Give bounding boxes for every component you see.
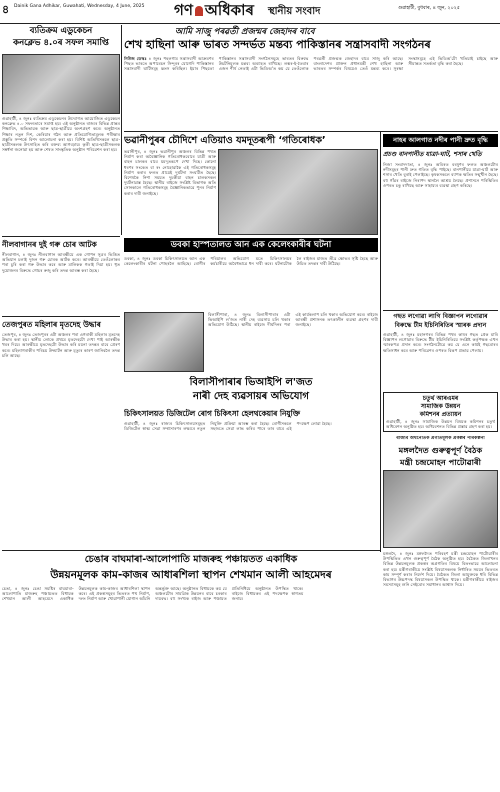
commission-box-body: গুৱাহাটী, ৪ জুনঃ সামাজিক উন্নয়ন বিষয়ক কমিশনৰ চতুৰ্থ অধিবেশন অনুষ্ঠিত হয়। অধিবেশনত বিভিন্ন প্ৰস্তাৱ গ্ৰহণ কৰা হয়। [386, 419, 495, 430]
left-top-headline-line1: ব্যতিক্ৰম এডুকেচন [29, 26, 93, 36]
col-rule-2 [380, 132, 381, 552]
tezpur-headline: তেজপুৰত মহিলাৰ মৃতদেহ উদ্ধাৰ [2, 320, 101, 329]
section-name: স্থানীয় সংবাদ [268, 6, 321, 17]
bilashipara-headline-line2: নাৰী দেহ ব্যৱসায়ৰ অভিযোগ [193, 391, 309, 402]
masthead [0, 0, 500, 24]
right-mid-headline [383, 312, 498, 330]
top-dateline: নিউজ ডেস্কঃ [124, 56, 147, 61]
commission-box-line2: সামাজিক উন্নয়ন [420, 403, 461, 410]
tezpur-body-cont [2, 414, 120, 546]
tezpur-body: তেজপুৰ, ৪ জুনঃ তেজপুৰৰ এটা অঞ্চলৰ পৰা এগৰাকী মহিলাৰ মৃতদেহ উদ্ধাৰ কৰা হয়। স্থানীয় লোকে প্ৰথমে মৃতদেহটো দেখা পাই আৰক্ষীক খবৰ দিয়ে। আৰক্ষীয়ে মৃতদেহটো উদ্ধাৰ কৰি ময়না তদন্তৰ বাবে প্ৰেৰণ কৰে। মহিলাগৰাকীৰ পৰিচয় উদ্ঘাটন আৰু মৃত্যুৰ কাৰণ জানিবলৈ তদন্ত চলি আছে। [2, 332, 120, 358]
neelbagan-headline: নীলবাগানৰ দুই গৰু চোৰ আটক [2, 240, 97, 249]
neelbagan-body: নীলবাগান, ৪ জুনঃ নীলবাগান আৰক্ষীয়ে এক গোপন সূত্ৰৰ ভিত্তিত অভিযান চলাই দুজন গৰু চোৰক আটক কৰে। আৰক্ষীয়ে তেওঁলোকৰ পৰা চুৰি কৰা গৰু উদ্ধাৰ কৰে আৰু মালিকক গতাই দিয়া হয়। ধৃত দুয়োজনৰ বিৰুদ্ধে গোচৰ ৰুজু কৰি তদন্ত আৰম্ভ কৰা হৈছে। [2, 252, 120, 273]
commission-box-line3: কমিশনৰ প্ৰত্যায়ন [419, 411, 462, 418]
page-number: ৪ [2, 3, 10, 16]
left-top-headline [2, 25, 120, 53]
commission-box [383, 392, 498, 432]
minister-photo [383, 470, 498, 548]
top-story-rule [124, 131, 498, 132]
bilashipara-body: বিলাসীপাৰা, ৪ জুনঃ বিলাসীপাৰাৰ এটা ভিআইপি ল'জত নাৰী দেহ ব্যৱসায় চলি থকাৰ অভিযোগ উঠিছে। স্থানীয় ৰাইজে দীৰ্ঘদিনৰ পৰা এই কাৰ্যকলাপ চলি থকাৰ অভিযোগ কৰে। ৰাইজে আৰক্ষী প্ৰশাসনক তৎকালীন ব্যৱস্থা গ্ৰহণৰ দাবী জনাইছে। [208, 312, 378, 328]
nalgas-headline: প্ৰচণ্ড বানপানীত যাত্ৰা-ঘাট, শসাৰ খেতি [383, 151, 482, 158]
left-top-headline-line2: কনক্লেভ ৪.০ৰ সফল সমাপ্তি [13, 38, 109, 48]
minister-kicker: ৰাজ্যৰ অৰ্থনৈতিক প্ৰগতিমূলক প্ৰকল্পৰ পৰিকল্পনা [396, 436, 485, 441]
bhawanipur-photo [218, 149, 378, 235]
commission-box-line1: চতুৰ্থ আৰএমৰ [422, 395, 459, 402]
bottom-body: চেঙা, ৪ জুনঃ চেঙা সমষ্টিৰ বাঘমাৰা-আলোপাতি মাজৰুহ পঞ্চায়তত বিধায়ক শেখমান আলী আহমেদে একাধিক উন্নয়নমূলক কাম-কাজৰ আধাৰশিলা স্থাপন কৰে। এই প্ৰকল্পসমূহৰ ভিতৰত পথ নিৰ্মাণ, দলং নিৰ্মাণ আৰু খোৱাপানী যোগান আঁচনি অন্তৰ্ভুক্ত আছে। অনুষ্ঠানত বিধায়কে কয় যে অঞ্চলটোৰ সামগ্ৰিক উন্নয়নৰ বাবে চৰকাৰ দায়বদ্ধ। বহু সংখ্যক ৰাইজ আৰু পঞ্চায়ত প্ৰতিনিধিয়ে অনুষ্ঠানত উপস্থিত থাকে। ৰাইজে বিধায়কৰ এই পদক্ষেপক স্বাগতম জনায়। [2, 586, 304, 602]
logo-title-left: গণ [174, 0, 193, 19]
edition-line: Dainik Gana Adhikar, Guwahati, Wednesday, 4 June, 2025 [14, 4, 145, 9]
right-rule-2 [383, 310, 498, 311]
left-top-photo [2, 54, 120, 114]
hospital-body: গুৱাহাটী, ৪ জুনঃ ৰাজ্যৰ চিকিৎসালয়সমূহত ডিজিটেল স্বাস্থ্য সেৱা সম্প্ৰসাৰণৰ লক্ষ্যৰে নতুন নিযুক্তি প্ৰক্ৰিয়া আৰম্ভ কৰা হৈছে। ৰোগীসকলে সহজতে সেৱা লাভ কৰিব পাৰে তাৰ বাবে এই পদক্ষেপ লোৱা হৈছে। [124, 421, 332, 432]
left-rule-2 [2, 236, 120, 237]
bhawanipur-body: ভৱানীপুৰ, ৪ জুনঃ ভৱানীপুৰ অঞ্চলৰ বিভিন্ন পথত নিৰ্মাণ কৰা অবৈজ্ঞানিক গতিৰোধকবোৰে যাত্ৰী আৰু বাহন চালকৰ বাবে যমদূতৰূপে দেখা দিছে। কোনো ধৰণৰ সংকেত বা ৰং নোহোৱাকৈ এই গতিৰোধকসমূহ নিৰ্মাণ কৰাৰ ফলত প্ৰায়েই দুৰ্ঘটনা সংঘটিত হৈছে। বিশেষকৈ নিশা সময়ত দুচকীয়া বাহন চালকসকল দুৰ্ঘটনাগ্ৰস্ত হৈছে। স্থানীয় ৰাইজে সংশ্লিষ্ট বিভাগক অতি সোনকালে গতিৰোধকসমূহ বৈজ্ঞানিকভাৱে পুনৰ নিৰ্মাণ কৰাৰ দাবী জনাইছে। [124, 149, 216, 196]
bilashipara-photo [124, 312, 204, 372]
dabka-body: ডবকা, ৪ জুনঃ ডবকা চিকিৎসালয়ত আন এক কেলেংকাৰীৰ ঘটনা পোহৰলৈ আহিছে। ৰোগীৰ পৰিয়ালৰ অভিযোগ মতে চিকিৎসালয়ৰ কৰ্মচাৰীয়ে অবৈধভাৱে ধন দাবী কৰে। ঘটনাটোক লৈ ৰাইজৰ মাজত তীব্ৰ ক্ষোভৰ সৃষ্টি হৈছে আৰু উচিত তদন্তৰ দাবী উঠিছে। [124, 256, 378, 267]
right-mid-body: গুৱাহাটী, ৪ জুনঃ মহানগৰৰ বিভিন্ন পথৰ কাষৰ গছত প্ৰেক মাৰি বিজ্ঞাপন লগোৱাৰ বিৰুদ্ধে টীম ইচিনিৰিতিয়ে সংশ্লিষ্ট কৰ্তৃপক্ষক এখন স্মাৰকপত্ৰ প্ৰদান কৰে। সংগঠনটোৱে কয় যে এনে কাৰ্যই গছবোৰৰ ক্ষতিসাধন কৰে আৰু পৰিৱেশৰ ওপৰত বিৰূপ প্ৰভাৱ পেলায়। [383, 332, 498, 353]
logo-title-right: অধিকাৰ [204, 0, 254, 19]
left-rule-3 [2, 316, 120, 317]
minister-headline-line2: মন্ত্ৰী চন্দ্ৰমোহন পাটোৱাৰী [400, 457, 481, 467]
top-body [124, 56, 498, 130]
top-kicker: আমি সাজু পৰৱৰ্তী প্ৰজন্মৰ জেহাদৰ বাবে [175, 27, 315, 37]
minister-headline [383, 444, 498, 468]
minister-headline-line1: মঙ্গলদৈত গুৰুত্বপূৰ্ণ বৈঠক [398, 445, 483, 455]
minister-body: মঙ্গলদৈ, ৪ জুনঃ মঙ্গলদৈত পৰিবহণ মন্ত্ৰী চন্দ্ৰমোহন পাটোৱাৰীৰ উপস্থিতিত এখন গুৰুত্বপূৰ্ণ বৈঠক অনুষ্ঠিত হয়। বৈঠকত জিলাখনৰ বিভিন্ন উন্নয়নমূলক প্ৰকল্পৰ অগ্ৰগতিৰ বিষয়ে বিতংভাৱে আলোচনা কৰা হয়। মন্ত্ৰীগৰাকীয়ে সংশ্লিষ্ট বিষয়াসকলক নিৰ্ধাৰিত সময়ৰ ভিতৰত কাম সম্পূৰ্ণ কৰাৰ নিৰ্দেশ দিয়ে। বৈঠকত জিলা আয়ুক্তকে ধৰি বিভিন্ন বিভাগৰ উচ্চপদস্থ বিষয়াসকল উপস্থিত থাকে। মন্ত্ৰীগৰাকীয়ে ৰাইজৰ সমস্যাসমূহ শুনি সেইবোৰ সমাধানৰ আশ্বাস দিয়ে। [383, 551, 498, 588]
masthead-rule [0, 23, 500, 24]
bhawanipur-headline: ভৱানীপুৰৰ চৌদিশে এতিয়াও যমদূতৰূপী ‘গতিৰোধক’ [124, 135, 326, 146]
top-body-text: ৪ জুনঃ পহলগাম সন্ত্ৰাসবাদী আক্ৰমণৰ পিছত ভাৰতে অপাৰেচন সিন্দূৰৰ যোগেদি পাকিস্তানৰ সন্ত্ৰাসবাদী ঘাটিসমূহ ধ্বংস কৰিছিল। ইয়াৰ পিছতো পাকিস্তানৰ সন্ত্ৰাসবাদী সংগঠনসমূহে ভাৰতৰ বিৰুদ্ধে উচটনিমূলক মন্তব্য অব্যাহত ৰাখিছে। লস্কৰ-ই-তৈবাৰ এজন শীৰ্ষ নেতাই এটা ভিডিঅ'ত কয় যে তেওঁলোক পৰৱৰ্তী প্ৰজন্মক জেহাদৰ বাবে সাজু কৰি আছে। বাংলাদেশৰ প্ৰাক্তন প্ৰধানমন্ত্ৰী শেখ হাছিনা আৰু ভাৰতৰ সম্পৰ্কৰ বিষয়েও তেওঁ মন্তব্য কৰে। সুৰক্ষা সংস্থাসমূহে এই ভিডিঅ'টো খতিয়াই চাইছে আৰু সীমান্তত সতৰ্কতা বৃদ্ধি কৰা হৈছে। [124, 56, 498, 72]
right-mid-headline-line2: বিৰুদ্ধে টীম ইচিনিৰিতিৰ স্মাৰক প্ৰদান [394, 322, 487, 329]
nalgas-body: নিজা সংবাদদাতা, ৪ জুনঃ অবিৰত বৰষুণৰ ফলত অঞ্চলটোৰ নদীসমূহৰ পানী দ্ৰুত গতিত বৃদ্ধি পাইছে। বানপানীয়ে যাত্ৰা-ঘাট আৰু শসাৰ খেতি বুৰাই পেলাইছে। কৃষকসকলে ব্যাপক ক্ষতিৰ সন্মুখীন হৈছে। বহু গাঁৱৰ ৰাইজে নিৰাপদ স্থানলৈ আশ্ৰয় লৈছে। প্ৰশাসনে পৰিস্থিতিৰ ওপৰত চকু ৰাখিছে আৰু সাহায্যৰ ব্যৱস্থা গ্ৰহণ কৰিছে। [383, 162, 498, 188]
date-assamese: গুৱাহাটী, বুধবাৰ, ৪ জুন, ২০২৫ [398, 6, 460, 11]
hospital-body-cont [124, 474, 378, 546]
left-top-body: গুৱাহাটী, ৪ জুনঃ ব্যতিক্ৰম এডুকেচনৰ উদ্যোগত আয়োজিত এডুকেচন কনক্লেভ ৪.০ সফলতাৰে সমাপ্ত হয়। এই অনুষ্ঠানত ৰাজ্যৰ বিভিন্ন প্ৰান্তৰ শিক্ষাবিদ, অভিভাৱক আৰু ছাত্ৰ-ছাত্ৰীয়ে অংশগ্ৰহণ কৰে। অনুষ্ঠানত শিক্ষাৰ নতুন দিশ, কেৰিয়াৰ গঠন আৰু প্ৰতিযোগিতামূলক পৰীক্ষাৰ প্ৰস্তুতি সম্পৰ্কে বিশদ আলোচনা কৰা হয়। বিশিষ্ট অতিথিসকলে ছাত্ৰ-ছাত্ৰীসকলক উৎসাহিত কৰি বক্তব্য আগবঢ়ায়। কৃতী ছাত্ৰ-ছাত্ৰীসকলক সম্বৰ্ধনা জনোৱা হয় আৰু শেষত সাংস্কৃতিক অনুষ্ঠান পৰিৱেশন কৰা হয়। [2, 116, 120, 153]
right-mid-headline-line1: গছত লগোৱা লাগি বিজ্ঞাপন লগোৱাৰ [393, 313, 488, 320]
dabka-headline: ডবকা হাস্পতালত আন এক কেলেংকাৰীৰ ঘটনা [124, 238, 378, 252]
logo-mark-icon [195, 6, 203, 16]
col-rule-1 [121, 25, 122, 235]
newspaper-logo [174, 2, 254, 20]
bottom-kicker: চেঙাৰ বাঘমাৰা-আলোপাতি মাজৰুহ পঞ্চায়তত একাধিক [84, 554, 298, 565]
bottom-headline: উন্নয়নমূলক কাম-কাজৰ আধাৰশিলা স্থাপন শেখমান আলী আহমেদৰ [50, 569, 332, 581]
top-headline: শেখ হাছিনা আৰু ভাৰত সন্দৰ্ভত মন্তব্য পাকিস্তানৰ সন্ত্ৰাসবাদী সংগঠনৰ [124, 38, 431, 51]
bilashipara-headline-line1: বিলাসীপাৰাৰ ভিআইপি ল'জত [189, 377, 313, 388]
bottom-rule [2, 550, 380, 551]
nalgas-kicker: নাহৰ আলগাত নদীৰ পানী দ্ৰুত বৃদ্ধি [383, 134, 498, 147]
bilashipara-headline [124, 376, 378, 404]
hospital-headline: চিকিৎসালয়ত ডিজিটেল ৰোগ চিকিৎসা হেলথকেয়াৰ নিযুক্তি [124, 409, 300, 418]
